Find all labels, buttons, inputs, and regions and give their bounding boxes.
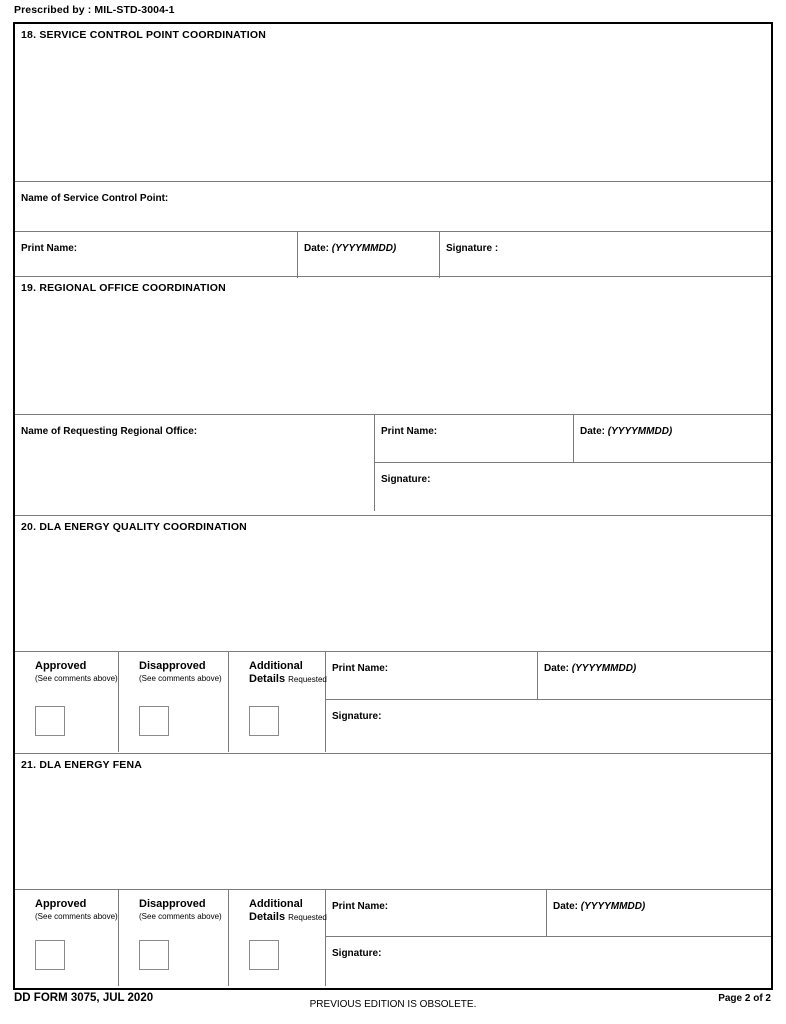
page-number-text: Page 2 of 2 [718,993,771,1004]
section-21-right-stack [326,890,771,986]
section-18-signature-row [15,231,771,278]
section-21-signature-row [326,937,771,986]
section-21-comment-area[interactable] [15,771,771,889]
section-21-additional-label-line1: Additional [249,898,303,910]
section-19-detail-row [15,414,771,511]
section-21-signature-cell[interactable] [326,937,771,986]
section-21-date-cell[interactable] [547,890,771,936]
section-20-disapproved-cell[interactable] [119,652,229,752]
section-20-additional-label-line1: Additional [249,660,303,672]
section-21-additional-details-cell[interactable] [229,890,326,986]
section-20-signature-row [326,700,771,752]
form-id-text: DD FORM 3075, JUL 2020 [14,992,154,1004]
section-19-print-name-cell[interactable] [375,415,574,462]
section-20-additional-label-line2: Details Requested [249,673,327,685]
section-20 [15,516,771,754]
prescribed-by-text: Prescribed by : MIL-STD-3004-1 [14,4,175,16]
section-18-comment-area[interactable] [15,41,771,181]
section-18-name-label: Name of Service Control Point: [21,193,169,204]
section-18-name-cell[interactable] [15,182,771,231]
section-18-name-row [15,181,771,231]
section-20-comment-area[interactable] [15,533,771,651]
section-21-approved-cell[interactable] [15,890,119,986]
section-18-date-cell[interactable] [298,232,440,278]
section-20-additional-details-checkbox[interactable] [249,706,279,736]
section-20-additional-sublabel: Requested [288,675,327,684]
section-21-print-name-cell[interactable] [326,890,547,936]
section-21-print-name-label: Print Name: [332,901,389,912]
section-19-office-name-cell[interactable] [15,415,375,511]
section-21-additional-sublabel: Requested [288,913,327,922]
section-20-disapproved-sublabel: (See comments above) [139,674,222,683]
section-20-right-stack [326,652,771,752]
section-18-print-name-cell[interactable] [15,232,298,278]
section-21-additional-label-line2: Details Requested [249,911,327,923]
section-21-approved-checkbox[interactable] [35,940,65,970]
section-21-additional-details-checkbox[interactable] [249,940,279,970]
section-20-name-date-row [326,652,771,700]
section-19-date-cell[interactable] [574,415,771,462]
edition-note-text: PREVIOUS EDITION IS OBSOLETE. [309,999,477,1010]
section-18-title: 18. SERVICE CONTROL POINT COORDINATION [21,29,267,41]
section-21-name-date-row [326,890,771,937]
section-19-office-name-label: Name of Requesting Regional Office: [21,426,198,437]
section-19-print-name-label: Print Name: [381,426,438,437]
section-19-title: 19. REGIONAL OFFICE COORDINATION [21,282,226,294]
section-19-date-label: Date: (YYYYMMDD) [580,426,673,437]
section-19 [15,277,771,516]
section-20-signature-label: Signature: [332,711,382,722]
section-21-approved-sublabel: (See comments above) [35,912,118,921]
section-21-title: 21. DLA ENERGY FENA [21,759,143,771]
section-21-approved-label: Approved [35,898,87,910]
section-21-disapproved-checkbox[interactable] [139,940,169,970]
section-21 [15,754,771,988]
section-21-approval-row [15,889,771,986]
section-18 [15,24,771,277]
section-20-approval-row [15,651,771,752]
section-20-approved-sublabel: (See comments above) [35,674,118,683]
section-21-signature-label: Signature: [332,948,382,959]
form-frame [13,22,773,990]
section-21-date-label: Date: (YYYYMMDD) [553,901,646,912]
section-19-date-hint: (YYYYMMDD) [607,426,673,437]
section-20-date-label: Date: (YYYYMMDD) [544,663,637,674]
section-20-print-name-cell[interactable] [326,652,538,699]
section-21-disapproved-sublabel: (See comments above) [139,912,222,921]
section-21-disapproved-cell[interactable] [119,890,229,986]
section-19-right-stack [375,415,771,511]
section-18-date-label: Date: (YYYYMMDD) [304,243,397,254]
section-19-signature-cell[interactable] [375,463,771,511]
section-20-title: 20. DLA ENERGY QUALITY COORDINATION [21,521,247,533]
section-20-disapproved-checkbox[interactable] [139,706,169,736]
section-20-disapproved-label: Disapproved [139,660,206,672]
form-footer [13,992,773,1022]
section-20-date-cell[interactable] [538,652,771,699]
section-19-signature-row [375,463,771,511]
section-18-signature-label: Signature : [446,243,499,254]
section-20-date-hint: (YYYYMMDD) [571,663,637,674]
section-20-signature-cell[interactable] [326,700,771,752]
section-21-date-hint: (YYYYMMDD) [580,901,646,912]
section-20-approved-cell[interactable] [15,652,119,752]
section-18-print-name-label: Print Name: [21,243,78,254]
section-18-signature-cell[interactable] [440,232,771,278]
section-20-print-name-label: Print Name: [332,663,389,674]
section-19-comment-area[interactable] [15,294,771,414]
section-21-disapproved-label: Disapproved [139,898,206,910]
section-20-additional-details-cell[interactable] [229,652,326,752]
section-19-signature-label: Signature: [381,474,431,485]
section-20-approved-checkbox[interactable] [35,706,65,736]
section-19-name-date-row [375,415,771,463]
section-20-approved-label: Approved [35,660,87,672]
section-18-date-hint: (YYYYMMDD) [331,243,397,254]
